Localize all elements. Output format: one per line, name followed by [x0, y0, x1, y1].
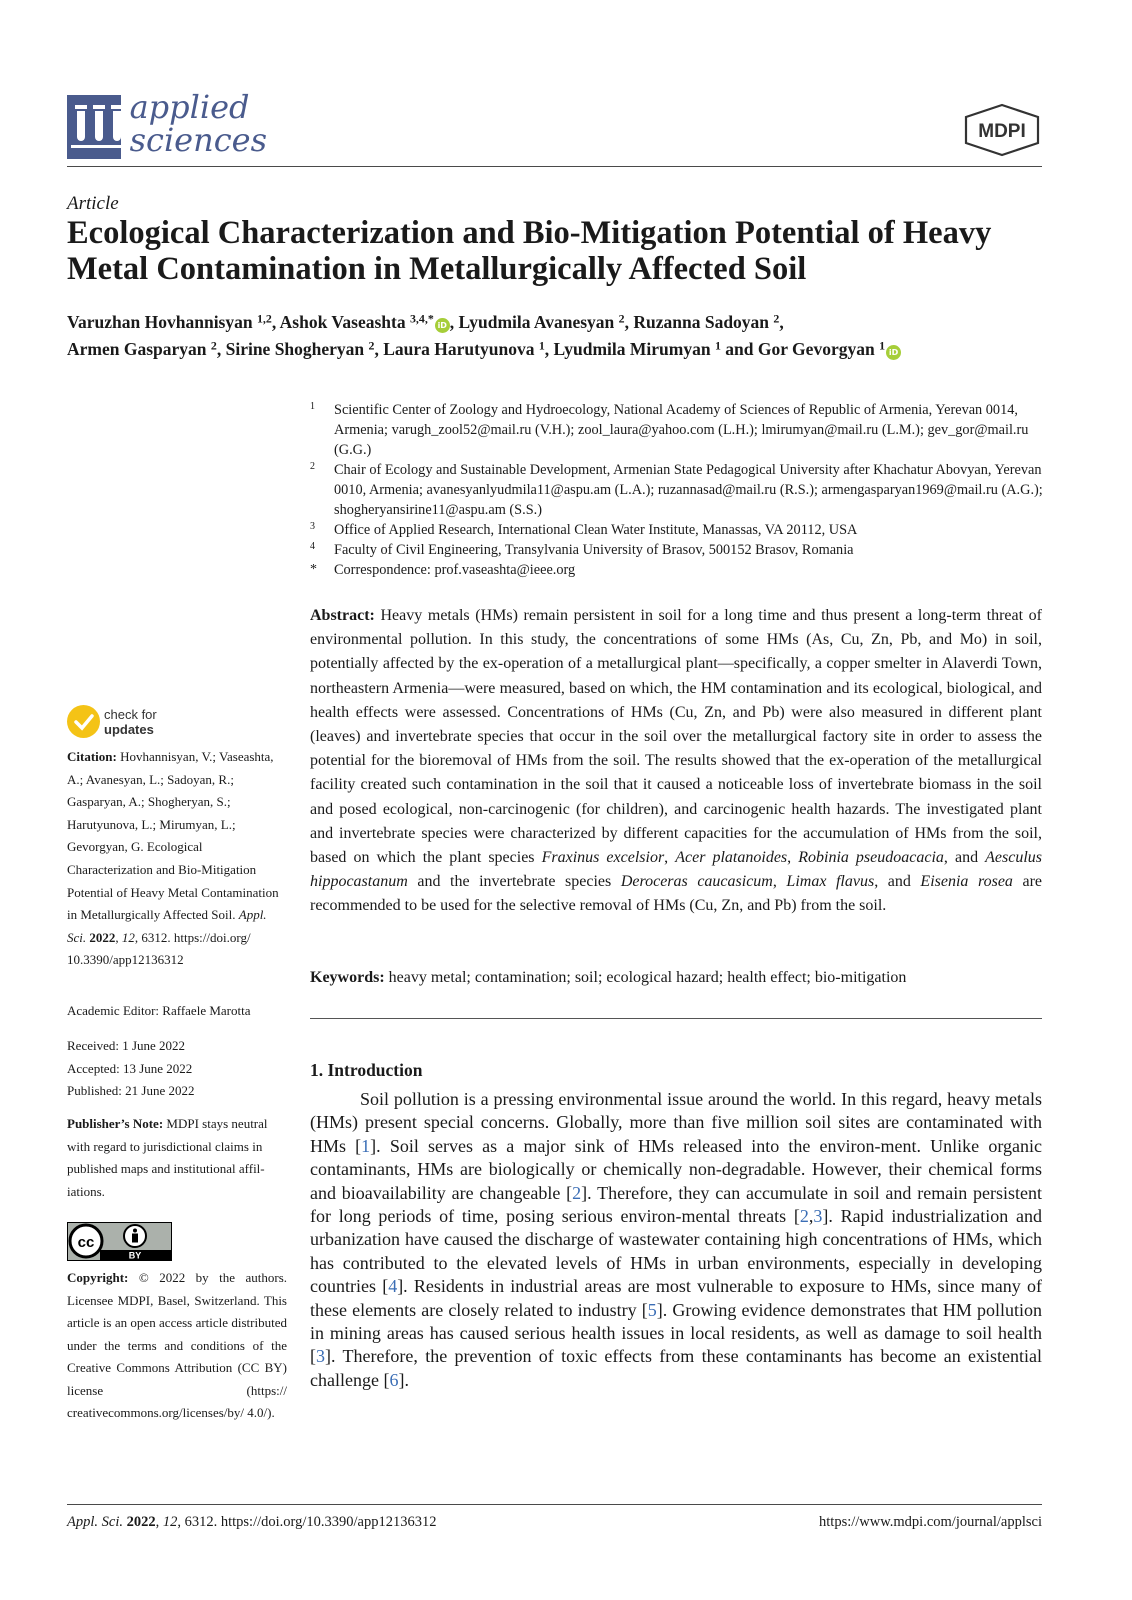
affiliation-item — [310, 400, 1045, 460]
orcid-icon[interactable]: iD — [435, 318, 450, 333]
affiliation-number: 3 — [310, 521, 315, 532]
cc-badge-label: BY — [128, 1250, 142, 1261]
article-type: Article — [67, 193, 119, 214]
affiliation-text: Correspondence: prof.vaseashta@ieee.org — [334, 562, 576, 578]
affiliation-number: 2 — [310, 461, 315, 472]
abstract-text: Heavy metals (HMs) remain persistent in soil for a long time and thus present a long-term threat of environmental pollution. In this study, the concentrations of some HMs (As, Cu, Zn, Pb, and Mo) in soil, potentially affected by the ex-operation of a metallurgical plant—specifically, a copper smelter in Alaverdi Town, northeastern Armenia—were measured, based on which, the HM contamination and its ecological, biological, and health effects were assessed. Concentrations of HMs (Cu, Zn, and Pb) were also measured in different plant (leaves) and invertebrate species that occur in the soil over the metallurgical factory site in order to assess the potential for the bioremoval of HMs from the soil. The results showed that the ex-operation of the metallurgical facility created such contamination in the soil that it caused a noticeable loss of invertebrate biomass in the soil and posed ecological, non-carcinogenic (for children), and carcinogenic health hazards. The investigated plant and invertebrate species were characterized by different capacities for the accumulation of HMs from the soil, based on which the plant species Fraxinus excelsior, Acer platanoides, Robinia pseudoacacia, and Aesculus hippocastanum and the invertebrate species Deroceras caucasicum, Limax flavus, and Eisenia rosea are recommended to be used for the selective removal of HMs (Cu, Zn, and Pb) from the soil. — [310, 607, 1043, 915]
copyright-notice: Copyright: © 2022 by the authors. Licensee MDPI, Basel, Switzerland. This article is an open access article distributed under the terms and conditions of the Creative Commons Attribution (CC BY) license (https:// creativecommons.org/licenses/by/ 4.0/). — [67, 1270, 287, 1420]
footer-divider — [67, 1504, 1042, 1505]
section-heading: 1. Introduction — [310, 1060, 423, 1080]
accepted-date: Accepted: 13 June 2022 — [67, 1060, 193, 1076]
affiliation-number: 1 — [310, 401, 315, 412]
affiliation-item — [310, 560, 1045, 580]
publication-dates — [67, 1035, 287, 1103]
affiliation-text: Scientific Center of Zoology and Hydroecology, National Academy of Sciences of Republic of Armenia, Yerevan 0014, Armenia; varugh_zool52@mail.ru (V.H.); zool_laura@yahoo.com (L.H.); lmirumyan@mail.ru (L.M.); gev_gor@mail.ru (G.G.) — [334, 402, 1029, 458]
journal-name: applied sciences — [129, 88, 267, 159]
keywords — [310, 966, 1042, 990]
published-date: Published: 21 June 2022 — [67, 1083, 195, 1098]
check-updates-line2: updates — [104, 722, 154, 737]
affiliation-text: Chair of Ecology and Sustainable Development, Armenian State Pedagogical University after Khachatur Abovyan, Yerevan 0010, Armenia; avanesyanlyudmila11@aspu.am (L.A.); ruzannasad@mail.ru (R.S.); armengasparyan1969@mail.ru (A.G.); shogheryansirine11@aspu.am (S.S.) — [334, 462, 1043, 518]
citation: Citation: Hovhannisyan, V.; Vaseashta, A.; Avanesyan, L.; Sadoyan, R.; Gasparyan, A.; Shogheryan, S.; Harutyunova, L.; Mirumyan, L.; Gevorgyan, G. Ecological Characterization and Bio-Mitigation Potential of Heavy Metal Contamination in Metallurgically Affected Soil. Appl. Sci. 2022, 12, 6312. https://doi.org/ 10.3390/app12136312 — [67, 749, 279, 968]
orcid-icon[interactable]: iD — [886, 345, 901, 360]
academic-editor: Academic Editor: Raffaele Marotta — [67, 1003, 251, 1018]
affiliation-number: 4 — [310, 541, 315, 552]
test-tubes-icon — [67, 95, 121, 159]
mdpi-logo-text: MDPI — [978, 121, 1026, 142]
header-divider — [67, 166, 1042, 167]
footer-journal-url[interactable]: https://www.mdpi.com/journal/applsci — [819, 1514, 1042, 1530]
abstract — [310, 604, 1042, 919]
cc-by-license-icon[interactable] — [67, 1222, 172, 1261]
checkmark-icon — [67, 705, 100, 738]
keywords-label: Keywords: — [310, 969, 385, 986]
mdpi-logo[interactable] — [962, 103, 1042, 157]
affiliation-item — [310, 520, 1045, 540]
abstract-label: Abstract: — [310, 607, 375, 624]
article-title: Ecological Characterization and Bio-Mitigation Potential of Heavy Metal Contamination in Metallurgically Affected Soil — [67, 215, 992, 287]
affiliation-item — [310, 460, 1045, 520]
publisher-note: Publisher’s Note: MDPI stays neutral with regard to jurisdictional claims in published maps and institutional affil-iations. — [67, 1116, 268, 1199]
footer-citation: Appl. Sci. 2022, 12, 6312. https://doi.org/10.3390/app12136312 — [67, 1514, 437, 1530]
abstract-divider — [310, 1018, 1042, 1019]
affiliation-number: * — [310, 562, 317, 577]
received-date: Received: 1 June 2022 — [67, 1038, 186, 1053]
introduction-paragraph: Soil pollution is a pressing environmental issue around the world. In this regard, heavy metals (HMs) present special concerns. Globally, more than five million soil sites are contaminated with HMs [1]. Soil serves as a major sink of HMs released into the environ-ment. Unlike organic contaminants, HMs are biologically or chemically non-degradable. However, their chemical forms and bioavailability are changeable [2]. Therefore, they can accumulate in soil and remain persistent for long periods of time, posing serious environ-mental threats [2,3]. Rapid industrialization and urbanization have caused the discharge of wastewater containing high concentrations of HMs, which has contributed to the elevated levels of HMs in urban environments, especially in developing countries [4]. Residents in industrial areas are most vulnerable to exposure to HMs, since many of these elements are closely related to industry [5]. Growing evidence demonstrates that HM pollution in mining areas has caused serious health issues in local residents, as well as damage to soil health [3]. Therefore, the prevention of toxic effects from these contaminants has become an existential challenge [6]. — [310, 1089, 1043, 1390]
affiliation-item — [310, 540, 1045, 560]
keywords-text: heavy metal; contamination; soil; ecological hazard; health effect; bio-mitigation — [388, 969, 907, 986]
affiliation-text: Office of Applied Research, International Clean Water Institute, Manassas, VA 20112, USA — [334, 522, 858, 538]
svg-text:cc: cc — [77, 1234, 95, 1251]
affiliation-text: Faculty of Civil Engineering, Transylvania University of Brasov, 500152 Brasov, Romania — [334, 542, 854, 558]
affiliations — [310, 400, 1045, 580]
journal-logo[interactable] — [67, 88, 267, 159]
check-for-updates-button[interactable] — [67, 705, 187, 741]
author-list: Varuzhan Hovhannisyan $^{1,2}$, Ashok Vaseashta $^{3,4,*}$ iD , Lyudmila Avanesyan $^2$, Ruzanna Sadoyan $^2$, Armen Gasparyan $^2$, Sirine Shogheryan $^2$, Laura Harutyunova $^1$, Lyudmila Mirumyan $^1$ and Gor Gevorgyan $^1$ iD — [67, 309, 1047, 363]
check-updates-line1: check for — [104, 707, 157, 722]
